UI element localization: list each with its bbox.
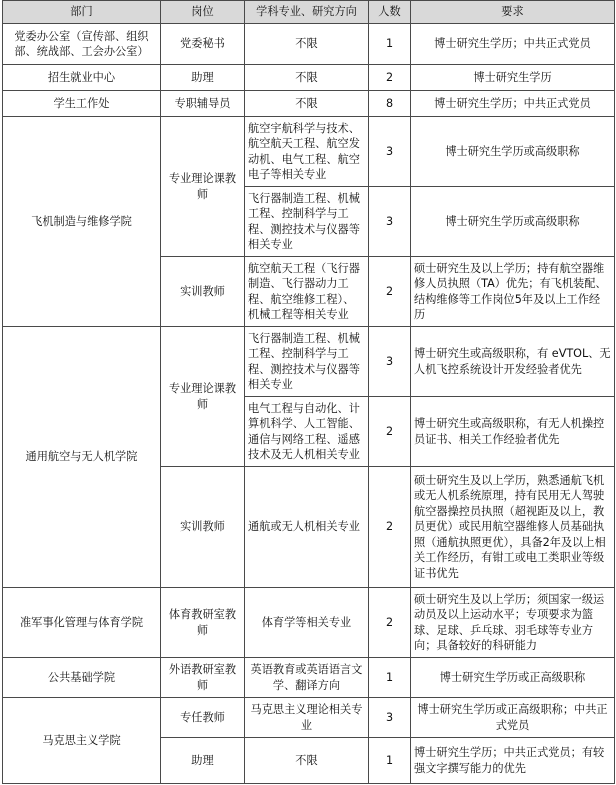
post-cell: 党委秘书: [161, 24, 245, 65]
dept-cell: 学生工作处: [3, 91, 161, 117]
table-row: [3, 24, 615, 65]
header-dept: 部门: [3, 1, 161, 24]
table-row: [3, 698, 615, 738]
recruitment-table: [2, 0, 615, 784]
table-row: [3, 327, 615, 397]
major-cell: 电气工程与自动化、计算机科学、人工智能、通信与网络工程、遥感技术及无人机相关专业: [245, 397, 369, 467]
count-cell: 1: [369, 738, 411, 784]
count-cell: 2: [369, 397, 411, 467]
major-cell: 飞行器制造工程、机械工程、控制科学与工程、测控技术与仪器等相关专业: [245, 187, 369, 257]
table-row: [3, 588, 615, 658]
count-cell: 1: [369, 24, 411, 65]
requirement-cell: 博士研究生学历或高级职称: [411, 187, 615, 257]
requirement-cell: 博士研究生学历；中共正式党员；有较强文字撰写能力的优先: [411, 738, 615, 784]
major-cell: 不限: [245, 738, 369, 784]
dept-cell: 飞机制造与维修学院: [3, 117, 161, 327]
table-row: [3, 65, 615, 91]
post-cell: 专业理论课教师: [161, 327, 245, 467]
requirement-cell: 博士研究生或高级职称，有无人机操控员证书、相关工作经验者优先: [411, 397, 615, 467]
count-cell: 2: [369, 467, 411, 588]
count-cell: 8: [369, 91, 411, 117]
major-cell: 航空航天工程（飞行器制造、飞行器动力工程、航空维修工程）、机械工程等相关专业: [245, 257, 369, 327]
major-cell: 体育学等相关专业: [245, 588, 369, 658]
post-cell: 助理: [161, 738, 245, 784]
major-cell: 航空宇航科学与技术、航空航天工程、航空发动机、电气工程、航空电子等相关专业: [245, 117, 369, 187]
requirement-cell: 博士研究生学历；中共正式党员: [411, 91, 615, 117]
requirement-cell: 博士研究生学历: [411, 65, 615, 91]
requirement-cell: 硕士研究生及以上学历，熟悉通航飞机或无人机系统原理，持有民用无人驾驶航空器操控员执照（超视距及以上，教员更优）或民用航空器维修人员基础执照（通航执照更优），具备2年及以上相关工作经历，有钳工或电工类职业等级证书优先: [411, 467, 615, 588]
major-cell: 英语教育或英语语言文学、翻译方向: [245, 658, 369, 698]
requirement-cell: 硕士研究生及以上学历；持有航空器维修人员执照（TA）优先；有飞机装配、结构维修等工作岗位5年及以上工作经历: [411, 257, 615, 327]
requirement-cell: 博士研究生学历或正高级职称: [411, 658, 615, 698]
count-cell: 3: [369, 327, 411, 397]
header-requirement: 要求: [411, 1, 615, 24]
table-header-row: [3, 1, 615, 24]
requirement-cell: 博士研究生学历或高级职称: [411, 117, 615, 187]
header-major: 学科专业、研究方向: [245, 1, 369, 24]
dept-cell: 马克思主义学院: [3, 698, 161, 784]
table-row: [3, 91, 615, 117]
dept-cell: 招生就业中心: [3, 65, 161, 91]
dept-cell: 党委办公室（宣传部、组织部、统战部、工会办公室）: [3, 24, 161, 65]
post-cell: 助理: [161, 65, 245, 91]
major-cell: 不限: [245, 65, 369, 91]
post-cell: 专业理论课教师: [161, 117, 245, 257]
table-row: [3, 117, 615, 187]
count-cell: 2: [369, 257, 411, 327]
major-cell: 通航或无人机相关专业: [245, 467, 369, 588]
major-cell: 不限: [245, 24, 369, 65]
count-cell: 3: [369, 187, 411, 257]
count-cell: 3: [369, 698, 411, 738]
count-cell: 1: [369, 658, 411, 698]
dept-cell: 公共基础学院: [3, 658, 161, 698]
count-cell: 2: [369, 588, 411, 658]
count-cell: 2: [369, 65, 411, 91]
post-cell: 专任教师: [161, 698, 245, 738]
post-cell: 实训教师: [161, 467, 245, 588]
requirement-cell: 硕士研究生及以上学历；须国家一级运动员及以上运动水平；专项要求为篮球、足球、乒乓球、羽毛球等专业方向；具备较好的科研能力: [411, 588, 615, 658]
major-cell: 马克思主义理论相关专业: [245, 698, 369, 738]
count-cell: 3: [369, 117, 411, 187]
table-row: [3, 658, 615, 698]
post-cell: 外语教研室教师: [161, 658, 245, 698]
major-cell: 飞行器制造工程、机械工程、控制科学与工程、测控技术与仪器等相关专业: [245, 327, 369, 397]
post-cell: 实训教师: [161, 257, 245, 327]
requirement-cell: 博士研究生学历；中共正式党员: [411, 24, 615, 65]
dept-cell: 通用航空与无人机学院: [3, 327, 161, 588]
major-cell: 不限: [245, 91, 369, 117]
dept-cell: 准军事化管理与体育学院: [3, 588, 161, 658]
requirement-cell: 博士研究生学历或正高级职称；中共正式党员: [411, 698, 615, 738]
header-count: 人数: [369, 1, 411, 24]
requirement-cell: 博士研究生或高级职称，有 eVTOL、无人机飞控系统设计开发经验者优先: [411, 327, 615, 397]
post-cell: 专职辅导员: [161, 91, 245, 117]
post-cell: 体育教研室教师: [161, 588, 245, 658]
header-post: 岗位: [161, 1, 245, 24]
